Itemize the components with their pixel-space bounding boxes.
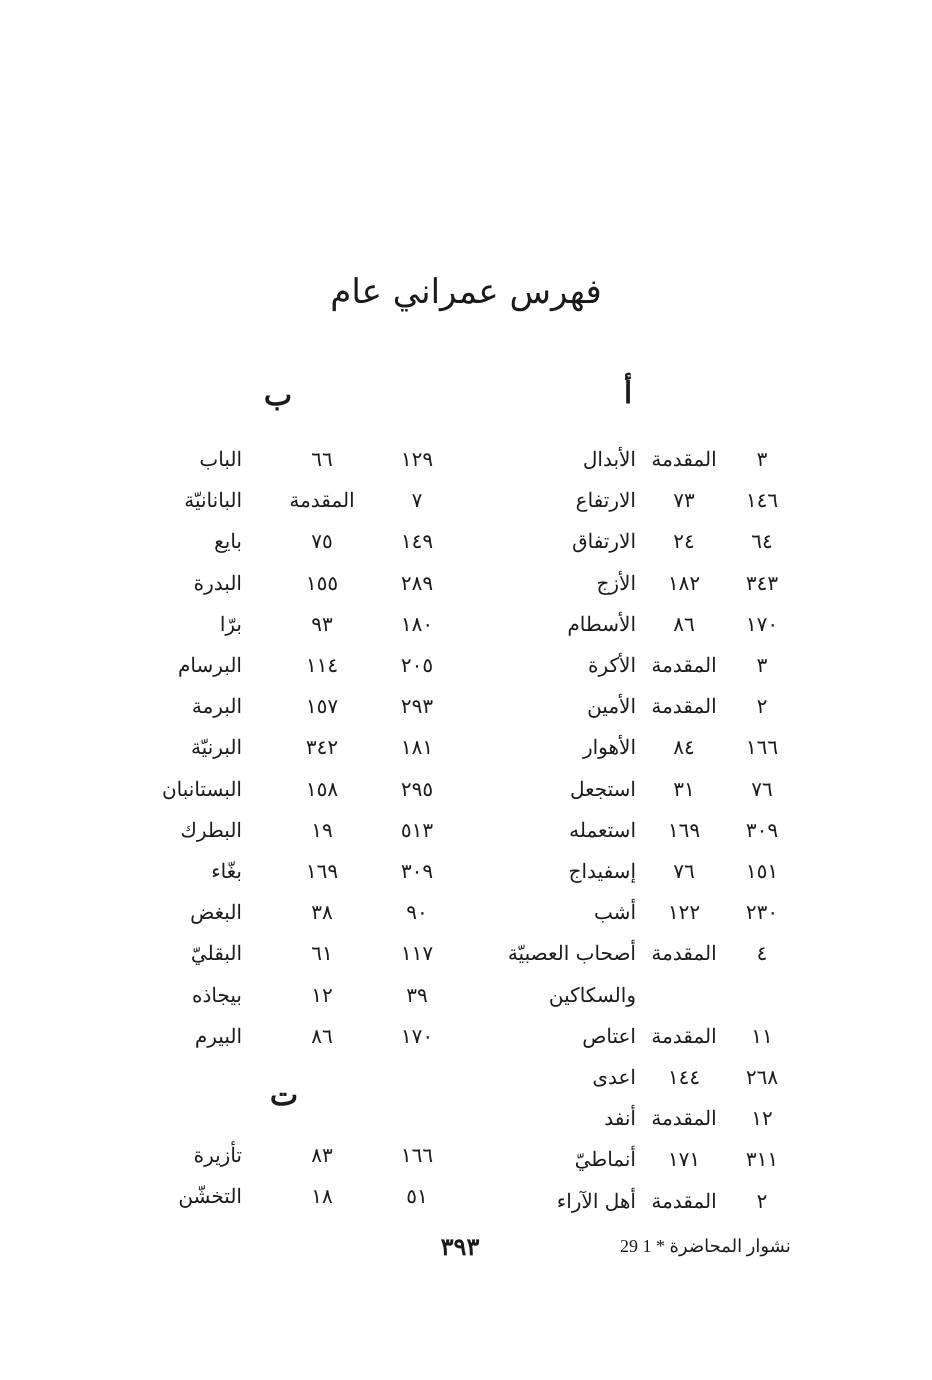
entry-reference: ١٥٨ <box>305 776 339 801</box>
entry-reference: المقدمة <box>651 653 717 677</box>
entry-reference: ٨٦ <box>311 1023 333 1048</box>
entry-term: أنماطيّ <box>574 1147 636 1172</box>
entry-volume-page: ٤ <box>756 941 768 966</box>
entry-volume-page: ٢٩٣ <box>400 694 434 719</box>
entry-reference: ٨٣ <box>311 1143 333 1167</box>
entry-term: البرمة <box>191 694 242 719</box>
entry-term: البانانيّة <box>184 488 242 513</box>
entry-volume-page: ٢ <box>756 1188 768 1213</box>
entry-volume-page: ٣١١ <box>745 1147 779 1172</box>
entry-volume-page: ١٨١ <box>400 735 434 760</box>
index-entry <box>62 941 442 982</box>
entry-volume-page: ٣٩ <box>406 982 428 1007</box>
section-letter-ta: ت <box>269 1078 299 1113</box>
entry-term: استجعل <box>569 776 636 801</box>
entry-reference: ٣١ <box>673 776 695 801</box>
index-entry <box>62 735 442 776</box>
entry-term: بيجاذه <box>192 982 242 1007</box>
entry-volume-page: ٢٦٨ <box>745 1065 779 1089</box>
entry-volume-page: ١١ <box>751 1023 773 1048</box>
entry-reference: ١٩ <box>311 817 333 842</box>
entry-volume-page: ١٧٠ <box>400 1023 434 1048</box>
entry-term: البقليّ <box>190 941 242 966</box>
entry-volume-page: ١٨٠ <box>400 611 434 636</box>
entry-reference: المقدمة <box>651 447 717 471</box>
entry-reference: ٧٦ <box>673 859 695 883</box>
entry-volume-page: ٦٤ <box>751 529 773 554</box>
entry-reference: المقدمة <box>651 1023 717 1048</box>
entry-term: الأزج <box>596 570 636 595</box>
entry-reference: ١٤٤ <box>667 1065 701 1089</box>
entry-volume-page: ٢ <box>756 694 768 719</box>
entry-term: بايع <box>214 529 242 554</box>
entry-volume-page: ٢٣٠ <box>745 900 779 925</box>
entry-reference: ١٥٧ <box>305 694 339 719</box>
entry-term: أشب <box>594 900 636 925</box>
section-letter-alif: أ <box>623 376 633 411</box>
entry-term: الأكرة <box>588 653 636 677</box>
entry-reference: ١٢ <box>311 982 333 1007</box>
entry-reference: ٣٤٢ <box>305 735 339 760</box>
index-entry <box>62 447 442 488</box>
index-entry <box>372 1065 792 1106</box>
entry-term: اعدى <box>592 1065 636 1089</box>
entry-reference: ٨٦ <box>673 611 695 636</box>
entry-volume-page: ٥١٣ <box>400 817 434 842</box>
entry-reference: المقدمة <box>651 1188 717 1213</box>
index-entry <box>62 859 442 900</box>
entry-reference: ١٦٩ <box>667 817 701 842</box>
entry-reference: ٢٤ <box>673 529 695 554</box>
index-entry <box>62 818 442 859</box>
entry-term: الارتفاق <box>572 529 636 554</box>
entry-reference: ١٦٩ <box>305 859 339 883</box>
entry-volume-page: ٥١ <box>406 1184 428 1209</box>
entry-volume-page: ١٦٦ <box>400 1143 434 1167</box>
entry-volume-page: ١٤٩ <box>400 529 434 554</box>
entry-term: استعمله <box>569 817 636 842</box>
index-entry <box>62 571 442 612</box>
index-entry <box>62 1184 442 1225</box>
entry-term: برّا <box>219 611 242 636</box>
entry-reference: ٣٨ <box>311 900 333 925</box>
entry-term: الأهوار <box>582 735 636 760</box>
entry-reference: المقدمة <box>289 488 355 513</box>
index-entry <box>62 529 442 570</box>
entry-reference: ٧٣ <box>673 488 695 513</box>
entry-term: الأمين <box>587 694 636 719</box>
entry-volume-page: ٣٠٩ <box>400 859 434 883</box>
footer-signature: 29 نشوار المحاضرة * 1 <box>620 1236 791 1256</box>
entry-reference: ١٧١ <box>667 1147 701 1172</box>
entry-volume-page: ١٢ <box>751 1106 773 1131</box>
page-number: ٣٩٣ <box>440 1232 480 1261</box>
entry-volume-page: ١٢٩ <box>400 447 434 471</box>
entry-term: البستانبان <box>161 776 242 801</box>
entry-reference: ٦١ <box>311 941 333 966</box>
index-entry <box>62 777 442 818</box>
entry-term: إسفيداج <box>568 859 636 883</box>
section-letter-ba: ب <box>263 378 293 413</box>
entry-reference: المقدمة <box>651 694 717 719</box>
entry-volume-page: ٢٨٩ <box>400 570 434 595</box>
entry-reference: ٨٤ <box>673 735 695 760</box>
entry-volume-page: ١٤٦ <box>745 488 779 513</box>
entry-volume-page: ٣٠٩ <box>745 817 779 842</box>
entry-term: اعتاص <box>582 1023 636 1048</box>
entry-term: أصحاب العصبيّة <box>507 941 636 966</box>
index-entry <box>62 983 442 1024</box>
index-entry <box>62 612 442 653</box>
index-entry <box>62 900 442 941</box>
entry-reference: ١٨ <box>311 1184 333 1209</box>
entry-volume-page: ٣٤٣ <box>745 570 779 595</box>
entry-term: أنفد <box>604 1106 636 1131</box>
entry-term: تأزيرة <box>193 1143 242 1167</box>
entry-volume-page: ٩٠ <box>406 900 428 925</box>
index-entry <box>62 1143 442 1184</box>
entry-reference: ٦٦ <box>311 447 333 471</box>
entry-volume-page: ٢٩٥ <box>400 776 434 801</box>
entry-term: الارتفاع <box>575 488 636 513</box>
entry-volume-page: ٣ <box>756 653 768 677</box>
entry-reference: ١١٤ <box>305 653 339 677</box>
entry-reference: ١٢٢ <box>667 900 701 925</box>
entry-reference: ٩٣ <box>311 611 333 636</box>
entry-term: البرسام <box>178 653 242 677</box>
entry-volume-page: ١٥١ <box>745 859 779 883</box>
entry-term: البغض <box>190 900 242 925</box>
entry-term: الأبدال <box>582 447 636 471</box>
entry-volume-page: ٢٠٥ <box>400 653 434 677</box>
entry-term: البيرم <box>194 1023 242 1048</box>
entry-term: التخشّن <box>178 1184 242 1209</box>
entry-term: البرنيّة <box>190 735 242 760</box>
entry-term: البطرك <box>180 817 242 842</box>
page-title: فهرس عمراني عام <box>330 272 602 312</box>
entry-term: الأسطام <box>567 611 636 636</box>
entry-reference: ١٥٥ <box>305 570 339 595</box>
entry-volume-page: ٣ <box>756 447 768 471</box>
entry-reference: المقدمة <box>651 1106 717 1131</box>
entry-term: الباب <box>199 447 242 471</box>
entry-volume-page: ١١٧ <box>400 941 434 966</box>
entry-volume-page: ٧ <box>411 488 423 513</box>
entry-reference: ٧٥ <box>311 529 333 554</box>
index-entry <box>62 653 442 694</box>
entry-volume-page: ١٧٠ <box>745 611 779 636</box>
entry-reference: ١٨٢ <box>667 570 701 595</box>
index-entry <box>62 488 442 529</box>
index-entry <box>62 694 442 735</box>
entry-term: بغّاء <box>211 859 242 883</box>
entry-term: والسكاكين <box>548 982 636 1007</box>
index-entry <box>372 1106 792 1147</box>
entry-term: أهل الآراء <box>556 1188 636 1213</box>
entry-volume-page: ١٦٦ <box>745 735 779 760</box>
entry-volume-page: ٧٦ <box>751 776 773 801</box>
index-entry <box>62 1024 442 1065</box>
entry-reference: المقدمة <box>651 941 717 966</box>
entry-term: البدرة <box>193 570 242 595</box>
